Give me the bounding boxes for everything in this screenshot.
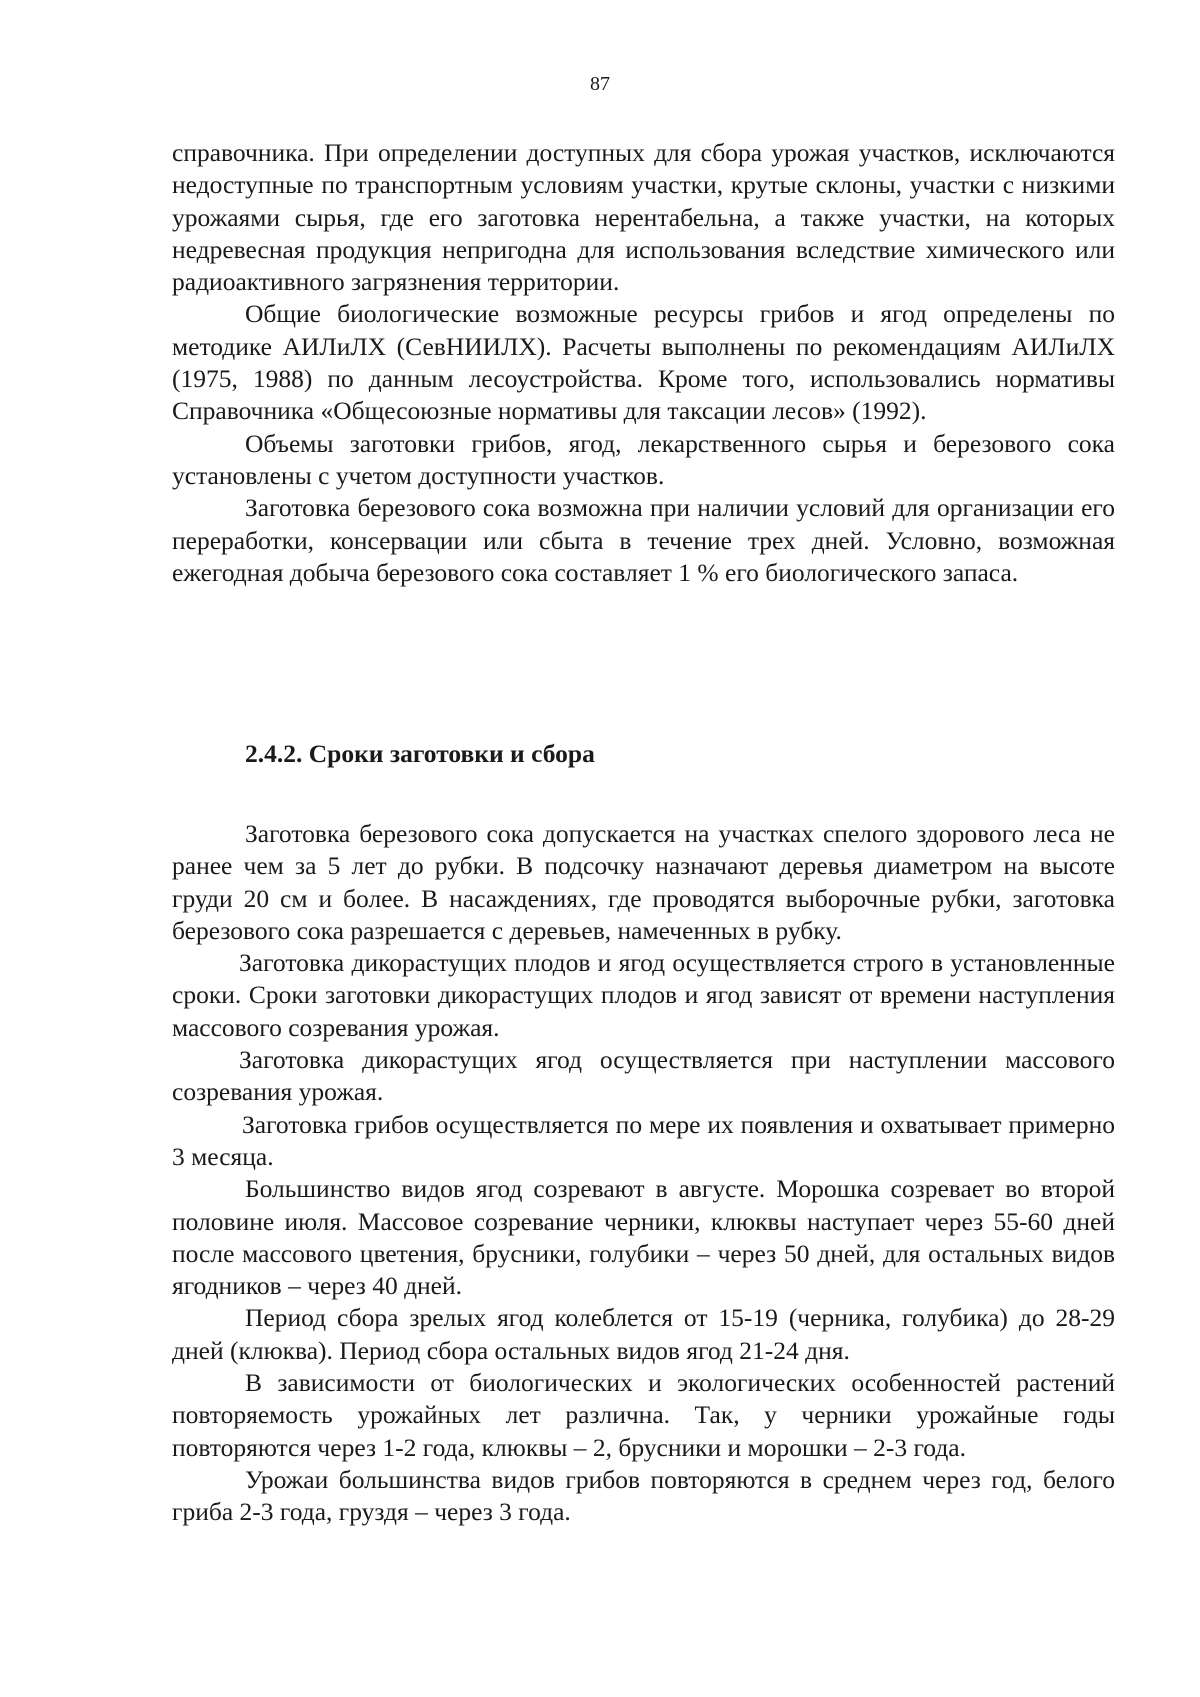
section-heading: 2.4.2. Сроки заготовки и сбора: [245, 739, 595, 768]
top-text-block: [172, 137, 1115, 589]
paragraph: Большинство видов ягод созревают в августе. Морошка созревает во второй половине июля. Массовое созревание черники, клюквы наступает через 55-60 дней после массового цветения, брусники, голубики – через 50 дней, для остальных видов ягодников – через 40 дней.: [172, 1174, 1115, 1301]
paragraph: Заготовка дикорастущих плодов и ягод осуществляется строго в установленные сроки. Сроки заготовки дикорастущих плодов и ягод зависят от времени наступления массового созревания урожая.: [172, 948, 1115, 1042]
paragraph: Общие биологические возможные ресурсы грибов и ягод определены по методике АИЛиЛХ (СевНИИЛХ). Расчеты выполнены по рекомендациям АИЛиЛХ (1975, 1988) по данным лесоустройства. Кроме того, использовались нормативы Справочника «Общесоюзные нормативы для таксации лесов» (1992).: [172, 299, 1115, 426]
paragraph: В зависимости от биологических и экологических особенностей растений повторяемость урожайных лет различна. Так, у черники урожайные годы повторяются через 1-2 года, клюквы – 2, брусники и морошки – 2-3 года.: [172, 1368, 1115, 1462]
paragraph: Объемы заготовки грибов, ягод, лекарственного сырья и березового сока установлены с учетом доступности участков.: [172, 428, 1115, 490]
bottom-text-block: [172, 818, 1115, 1529]
paragraph: Заготовка березового сока допускается на участках спелого здорового леса не ранее чем за 5 лет до рубки. В подсочку назначают деревья диаметром на высоте груди 20 см и более. В насаждениях, где проводятся выборочные рубки, заготовка березового сока разрешается с деревьев, намеченных в рубку.: [172, 819, 1115, 945]
paragraph: Заготовка березового сока возможна при наличии условий для организации его переработки, консервации или сбыта в течение трех дней. Условно, возможная ежегодная добыча березового сока составляет 1 % его биологического запаса.: [172, 493, 1115, 587]
paragraph: Заготовка дикорастущих ягод осуществляется при наступлении массового созревания урожая.: [172, 1045, 1115, 1107]
page-number: 87: [590, 73, 610, 95]
paragraph: Урожаи большинства видов грибов повторяются в среднем через год, белого гриба 2-3 года, груздя – через 3 года.: [172, 1464, 1115, 1527]
paragraph: справочника. При определении доступных для сбора урожая участков, исключаются недоступные по транспортным условиям участки, крутые склоны, участки с низкими урожаями сырья, где его заготовка нерентабельна, а также участки, на которых недревесная продукция непригодна для использования вследствие химического или радиоактивного загрязнения территории.: [172, 138, 1115, 297]
paragraph: Заготовка грибов осуществляется по мере их появления и охватывает примерно 3 месяца.: [172, 1109, 1115, 1171]
paragraph: Период сбора зрелых ягод колеблется от 15-19 (черника, голубика) до 28-29 дней (клюква). Период сбора остальных видов ягод 21-24 дня.: [172, 1303, 1115, 1365]
